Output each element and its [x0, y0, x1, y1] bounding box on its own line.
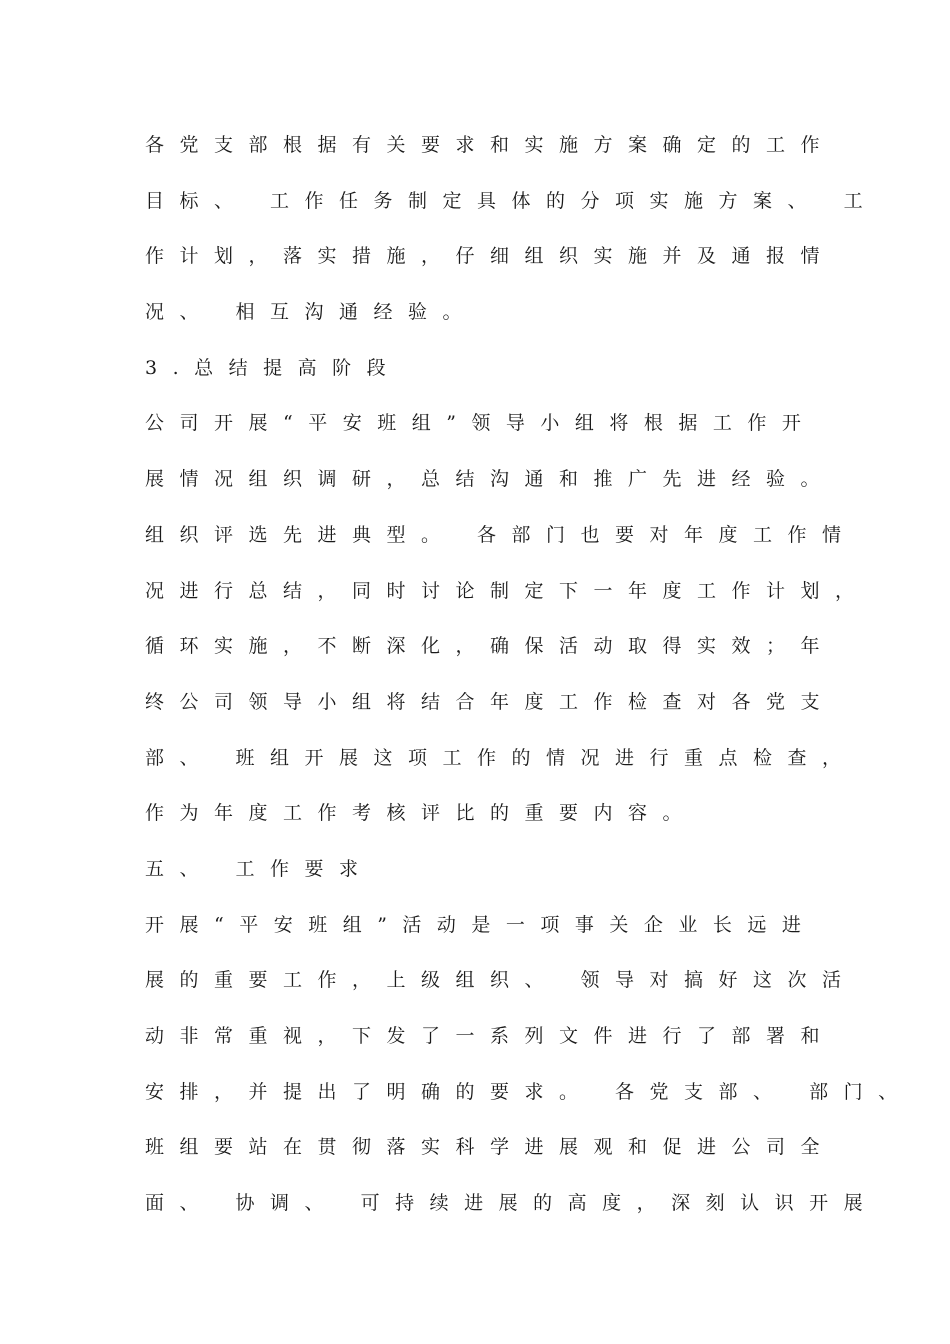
text-line: 作为年度工作考核评比的重要内容。: [145, 802, 698, 825]
text-line: 班组要站在贯彻落实科学进展观和促进公司全: [145, 1136, 836, 1159]
text-line: 面、 协调、 可持续进展的高度，深刻认识开展: [145, 1192, 879, 1215]
text-line: 终公司领导小组将结合年度工作检查对各党支: [145, 690, 836, 713]
text-line: 展情况组织调研，总结沟通和推广先进经验。: [145, 468, 836, 491]
text-line: 展的重要工作，上级组织、 领导对搞好这次活: [145, 969, 857, 992]
text-line: 开展“平安班组”活动是一项事关企业长远进: [145, 913, 817, 936]
text-line: 安排，并提出了明确的要求。 各党支部、 部门、: [145, 1080, 913, 1103]
text-line: 组织评选先进典型。 各部门也要对年度工作情: [145, 523, 857, 546]
text-line: 况进行总结，同时讨论制定下一年度工作计划，: [145, 579, 870, 602]
text-line: 作计划，落实措施，仔细组织实施并及通报情: [145, 245, 836, 268]
text-line: 目标、 工作任务制定具体的分项实施方案、 工: [145, 189, 879, 212]
text-line: 各党支部根据有关要求和实施方案确定的工作: [145, 134, 836, 156]
section-heading: 五、 工作要求: [145, 857, 374, 880]
text-line: 况、 相互沟通经验。: [145, 301, 478, 324]
text-line: 部、 班组开展这项工作的情况进行重点检查，: [145, 746, 857, 769]
text-line: 动非常重视，下发了一系列文件进行了部署和: [145, 1025, 836, 1047]
document-body: [145, 127, 913, 1241]
text-line: 循环实施，不断深化，确保活动取得实效；年: [145, 635, 836, 658]
text-line: 公司开展“平安班组”领导小组将根据工作开: [145, 412, 817, 435]
section-heading: 3.总结提高阶段: [145, 356, 402, 379]
